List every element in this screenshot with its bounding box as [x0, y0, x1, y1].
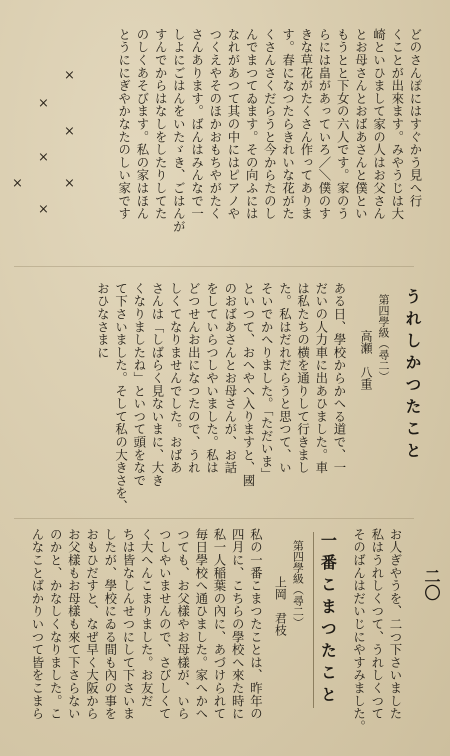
- text-column: 私はうれしくつて、うれしくつて: [369, 528, 385, 720]
- text-column: とお母さんとおばあさんと僕とい: [353, 28, 369, 220]
- text-column: んなことばかりいつて皆をこまら: [29, 528, 45, 720]
- text-column: は私たちの横を通りして行きまし: [295, 282, 311, 474]
- byline-grade: 第四學級（尋二）: [291, 540, 305, 628]
- text-column: つても、お父樣やお母樣が、いら: [175, 528, 191, 720]
- text-column: つくえやそのほかおもちやがたく: [207, 28, 223, 220]
- text-column: しくてなりませんでした。おばあ: [168, 282, 184, 474]
- text-column: さんあります。ばんはみんなで一: [189, 28, 205, 220]
- text-column: 私の一番こまつたことは、昨年の: [248, 528, 264, 720]
- break-mark: ×: [62, 124, 77, 139]
- page-number-text: 二〇: [422, 568, 441, 601]
- text-column: すんでからはなしをしたりしてた: [153, 28, 169, 220]
- text-column: く大へんこまりました。お友だ: [139, 528, 155, 708]
- text-column: くさんさくだらうと今からたのし: [262, 28, 278, 220]
- text-column: た。私はだれだらうと思つて、い: [277, 282, 293, 474]
- text-column: とうににぎやかなたのしい家です: [116, 28, 132, 220]
- break-mark: ×: [36, 96, 51, 111]
- text-column: おひなさまに: [95, 282, 111, 359]
- text-column: お父樣もお母樣も來て下さらない: [66, 528, 82, 720]
- text-column: ちは皆なしんせつにして下さいま: [120, 528, 136, 720]
- text-column: しよにごはんをいたゞき、ごはんが: [171, 28, 187, 233]
- text-column: だいの人力車に出あひました。車: [313, 282, 329, 474]
- page-number: [422, 568, 440, 605]
- text-column: らには畠があっていろ／＼僕のす: [316, 28, 332, 220]
- section-divider: [14, 266, 414, 267]
- text-column: おもひだすと、なぜ早く大阪から: [84, 528, 100, 720]
- text-column: 四月に、こちらの學校へ來た時に: [230, 528, 246, 720]
- text-column: のおばあさんとお母さんが、お話: [222, 282, 238, 474]
- break-mark: ×: [10, 176, 25, 191]
- text-column: 毎日學校へ通ひました。家へかへ: [193, 528, 209, 720]
- text-column: 私一人稲葉の內に、あづけられて: [211, 528, 227, 720]
- text-column: す。春になつたらきれいな花がた: [280, 28, 296, 220]
- text-column: をしていらつしやいました。私は: [204, 282, 220, 474]
- text-column: きな草花がたくさん作ってありま: [298, 28, 314, 220]
- byline-grade: 第四學級（尋二）: [377, 294, 390, 382]
- top-essay: [115, 28, 424, 233]
- bottom-essay: [28, 528, 404, 733]
- break-mark: ×: [36, 202, 51, 217]
- essay-title: 一番こまつたこと: [313, 532, 339, 708]
- section-divider: [14, 518, 414, 519]
- text-column: さんは「しばらく見ないまに、大き: [149, 282, 165, 487]
- middle-essay: [93, 282, 424, 512]
- text-column: ある日、學校からかへる道で、一: [332, 282, 347, 474]
- text-column: くなりましたね」といつて頭をなで: [131, 282, 147, 487]
- text-column: お人ぎやうを、二つ下さいました: [388, 528, 403, 720]
- text-column: のしくあそびます。私の家はほん: [134, 28, 150, 220]
- text-column: そのばんはだいじにやすみました。: [351, 528, 367, 733]
- byline-author: 高瀬 八重: [359, 330, 373, 390]
- text-column: つしやいませんので、さびしくて: [157, 528, 173, 720]
- text-column: なれがあつて其の中にはピアノや: [225, 28, 241, 220]
- text-column: んでまつてゐます。その向ふには: [244, 28, 260, 220]
- break-mark: ×: [36, 150, 51, 165]
- break-mark: ×: [62, 68, 77, 83]
- byline: [270, 528, 305, 636]
- text-column: どつせんお出になつたので、うれ: [186, 282, 202, 474]
- byline: [356, 282, 391, 390]
- text-column: 崎といひまして家の人はお父さん: [371, 28, 387, 220]
- text-column: もうとと下女の六人です。家のう: [335, 28, 351, 220]
- text-column: くことが出來ます。みやうじは大: [389, 28, 405, 220]
- essay-title: うれしかつたこと: [403, 288, 422, 464]
- text-column: といつて、おへやへ入りますと、國: [240, 282, 256, 487]
- text-column: のかと、かなしくなりました。こ: [48, 528, 64, 720]
- text-column: そいでかへりました。「ただいま」: [259, 282, 275, 481]
- text-column: て下さいました。そして私の大きさを、: [113, 282, 129, 513]
- break-mark: ×: [62, 176, 77, 191]
- byline-author: 上岡 君枝: [273, 576, 288, 636]
- text-column: したが、學校にゐる間も內の事を: [102, 528, 118, 720]
- text-column: どのさんぽにはすぐかう見へ行: [408, 28, 423, 208]
